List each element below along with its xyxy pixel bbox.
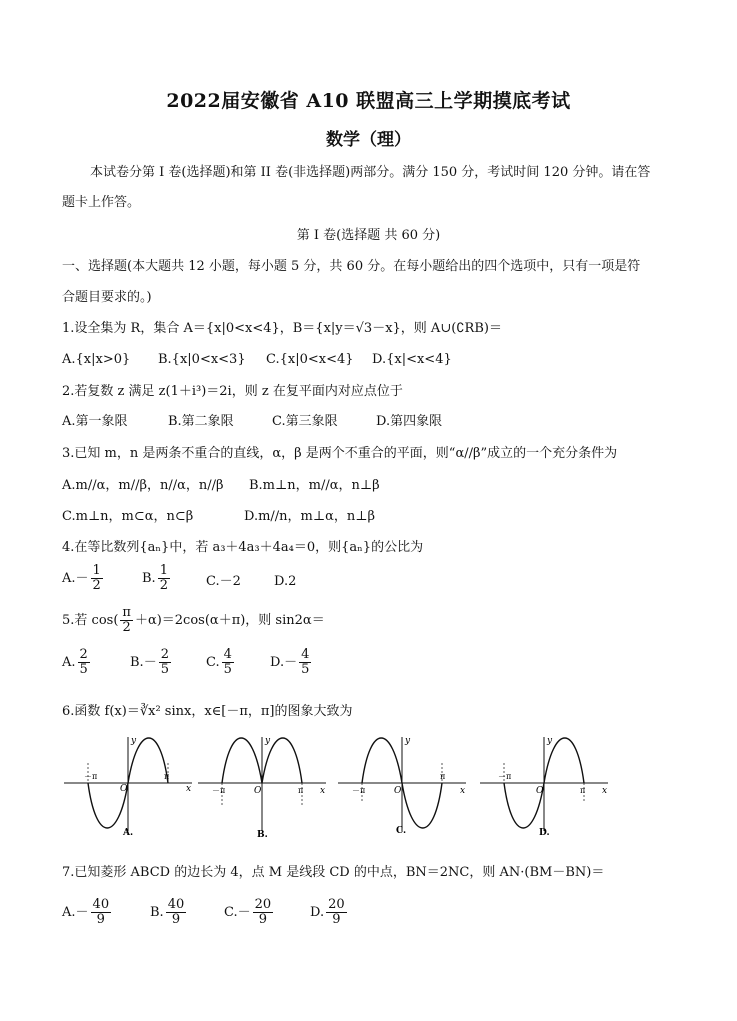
q7-option-b-den: 9 xyxy=(171,912,181,927)
q1-option-c: C.{x|0<x<4} xyxy=(266,352,354,367)
q6-graph-a-y: y xyxy=(131,736,137,746)
q4-option-a-num: 1 xyxy=(92,563,101,578)
q6-graph-a-neg: －π xyxy=(84,772,98,781)
q7-option-d-num: 20 xyxy=(328,897,345,912)
q2-option-a: A.第一象限 xyxy=(62,414,128,429)
q4-option-c: C.－2 xyxy=(206,574,241,589)
q7-option-d xyxy=(310,898,349,927)
q5-option-a xyxy=(62,648,92,677)
section-heading: 第 I 卷(选择题 共 60 分) xyxy=(296,228,441,243)
q5-option-b xyxy=(130,648,173,677)
q4-stem: 4.在等比数列{aₙ}中，若 a₃＋4a₃＋4a₄＝0，则{aₙ}的公比为 xyxy=(62,540,424,555)
q5-stem xyxy=(62,606,325,635)
q6-graph-a-x: x xyxy=(186,784,192,794)
q6-graph-d xyxy=(480,736,608,838)
q2-option-c: C.第三象限 xyxy=(272,414,338,429)
q5-option-d-num: 4 xyxy=(301,647,310,662)
q6-graph-b-pos: π xyxy=(298,786,304,795)
q7-option-d-label: D. xyxy=(310,905,325,920)
q6-graphs xyxy=(0,733,737,853)
q5-option-d xyxy=(270,648,313,677)
q6-graph-d-origin: O xyxy=(536,786,544,796)
q6-graph-d-pos: π xyxy=(580,786,586,795)
q6-stem: 6.函数 f(x)＝∛x² sinx，x∈[－π，π]的图象大致为 xyxy=(62,704,353,719)
q5-stem-num: π xyxy=(122,605,131,620)
q6-graph-b-y: y xyxy=(265,736,271,746)
q7-stem: 7.已知菱形 ABCD 的边长为 4，点 M 是线段 CD 的中点，BN＝2NC，则 AN·(BM－BN)＝ xyxy=(62,865,605,880)
q1-option-b: B.{x|0<x<3} xyxy=(158,352,246,367)
q5-stem-post: ＋α)＝2cos(α＋π)，则 sin2α＝ xyxy=(134,613,325,628)
q5-option-a-num: 2 xyxy=(79,647,88,662)
q7-option-c-sign: － xyxy=(237,905,251,920)
q7-option-d-den: 9 xyxy=(332,912,341,927)
q3-option-b: B.m⊥n，m//α，n⊥β xyxy=(249,478,380,493)
q7-option-c-den: 9 xyxy=(258,912,268,927)
q5-option-c-label: C. xyxy=(206,655,220,670)
q7-option-a-label: A. xyxy=(62,905,76,920)
q6-graph-d-x: x xyxy=(602,786,608,796)
q4-option-a-sign: － xyxy=(75,571,89,586)
q7-option-a-sign: － xyxy=(75,905,89,920)
q5-option-b-num: 2 xyxy=(160,647,169,662)
intro-line-2: 题卡上作答。 xyxy=(62,195,141,210)
q7-option-a-num: 40 xyxy=(92,897,110,912)
q4-option-b-num: 1 xyxy=(159,563,168,578)
q7-option-b-label: B. xyxy=(150,905,164,920)
q5-stem-den: 2 xyxy=(122,620,131,635)
q4-option-a-den: 2 xyxy=(92,578,101,593)
q2-option-d: D.第四象限 xyxy=(376,414,443,429)
q5-option-d-den: 5 xyxy=(301,662,310,677)
q5-option-c xyxy=(206,648,236,677)
q4-option-a xyxy=(62,564,105,593)
q1-stem: 1.设全集为 R，集合 A＝{x|0<x<4}，B＝{x|y＝√3－x}，则 A∪(∁RB)＝ xyxy=(62,321,502,336)
section-instruction-2: 合题目要求的。) xyxy=(62,290,152,305)
q5-option-a-den: 5 xyxy=(79,662,88,677)
q6-graph-b xyxy=(198,736,326,840)
q6-graph-a-pos: π xyxy=(164,772,170,781)
q7-option-c-label: C. xyxy=(224,905,238,920)
q5-option-c-num: 4 xyxy=(223,647,232,662)
q5-option-d-sign: － xyxy=(284,655,298,670)
q7-option-a-den: 9 xyxy=(96,912,105,927)
q5-option-b-sign: － xyxy=(143,655,157,670)
q6-graph-c-pos: π xyxy=(440,772,446,781)
q6-graph-c xyxy=(338,736,466,836)
q7-option-c-num: 20 xyxy=(254,897,272,912)
q6-graph-a-letter: A. xyxy=(123,828,134,838)
q6-graph-b-x: x xyxy=(320,786,326,796)
q6-graph-d-y: y xyxy=(547,736,553,746)
q5-option-d-label: D. xyxy=(270,655,285,670)
q4-option-b xyxy=(142,564,172,593)
q4-option-d: D.2 xyxy=(274,574,297,589)
q6-graph-b-neg: －π xyxy=(212,786,226,795)
q6-graph-d-neg: －π xyxy=(498,772,512,781)
q5-option-c-den: 5 xyxy=(223,662,232,677)
q4-option-b-den: 2 xyxy=(159,578,168,593)
q6-graph-b-origin: O xyxy=(254,786,262,796)
intro-line-1: 本试卷分第 I 卷(选择题)和第 II 卷(非选择题)两部分。满分 150 分，考试时间 120 分钟。请在答 xyxy=(90,165,651,180)
q5-option-b-den: 5 xyxy=(160,662,169,677)
q3-option-a: A.m//α，m//β，n//α，n//β xyxy=(62,478,224,493)
q6-graph-a-origin: O xyxy=(120,784,128,794)
q3-option-c: C.m⊥n，m⊂α，n⊂β xyxy=(62,509,194,524)
q7-option-c xyxy=(224,898,275,927)
q5-option-b-label: B. xyxy=(130,655,144,670)
q6-graph-d-letter: D. xyxy=(539,828,550,838)
q6-graph-c-neg: －π xyxy=(352,786,366,795)
q6-graph-c-origin: O xyxy=(394,786,402,796)
q5-stem-pre: 5.若 cos( xyxy=(62,613,119,628)
q3-option-d: D.m//n，m⊥α，n⊥β xyxy=(244,509,375,524)
q7-option-b xyxy=(150,898,188,927)
q4-option-b-label: B. xyxy=(142,571,156,586)
q6-graph-c-x: x xyxy=(460,786,466,796)
q7-option-b-num: 40 xyxy=(167,897,185,912)
q4-option-a-label: A. xyxy=(62,571,76,586)
q6-graph-c-letter: C. xyxy=(396,826,407,836)
q3-stem: 3.已知 m，n 是两条不重合的直线，α，β 是两个不重合的平面，则“α//β”成立的一个充分条件为 xyxy=(62,446,618,461)
q5-option-a-label: A. xyxy=(62,655,76,670)
page-title: 2022届安徽省 A10 联盟高三上学期摸底考试 xyxy=(166,90,571,112)
q1-option-a: A.{x|x>0} xyxy=(62,352,131,367)
q2-option-b: B.第二象限 xyxy=(168,414,234,429)
page-subtitle: 数学（理） xyxy=(326,130,411,150)
section-instruction-1: 一、选择题(本大题共 12 小题，每小题 5 分，共 60 分。在每小题给出的四个选项中，只有一项是符 xyxy=(62,259,641,274)
q2-stem: 2.若复数 z 满足 z(1＋i³)＝2i，则 z 在复平面内对应点位于 xyxy=(62,384,403,399)
q7-option-a xyxy=(62,898,113,927)
q1-option-d: D.{x|<x<4} xyxy=(372,352,452,367)
q6-graph-a xyxy=(64,736,192,838)
q6-graph-c-y: y xyxy=(405,736,411,746)
q6-graph-b-letter: B. xyxy=(257,830,268,840)
